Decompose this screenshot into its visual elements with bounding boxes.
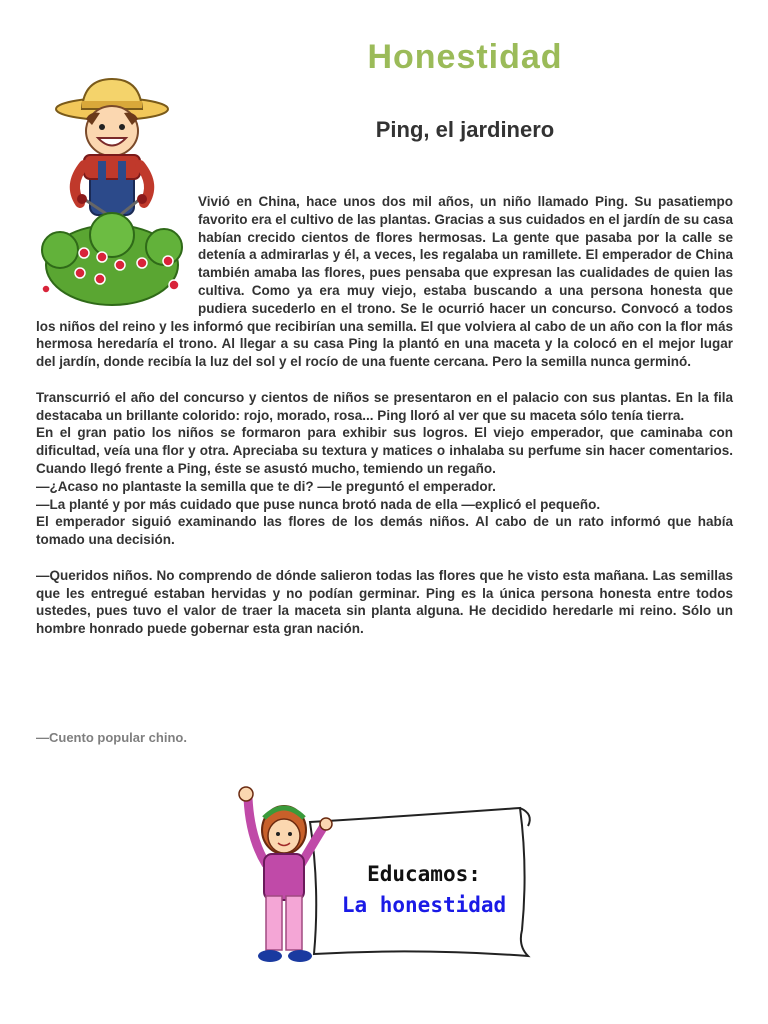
story-body	[36, 193, 733, 656]
story-paragraph-2: Transcurrió el año del concurso y cientos de niños se presentaron en el palacio con sus plantas. En la fila destacaba un brillante colorido: rojo, morado, rosa... Ping lloró al ver que su maceta sólo tenía tierra. En el gran patio los niños se formaron para exhibir sus logros. El viejo emperador, que caminaba con dificultad, veía una flor y otra. Apreciaba su textura y matices o inhalaba su perfume sin hacer comentarios. Cuando llegó frente a Ping, éste se asustó mucho, temiendo un regaño. —¿Acaso no plantaste la semilla que te di? —le preguntó el emperador. —La planté y por más cuidado que puse nunca brotó nada de ella —explicó el pequeño. El emperador siguió examinando las flores de los demás niños. Al cabo de un rato informó que había tomado una decisión.	[36, 389, 733, 548]
story-paragraph-1: Vivió en China, hace unos dos mil años, un niño llamado Ping. Su pasatiempo favorito era el cultivo de las plantas. Gracias a sus cuidados en el jardín de su casa habían crecido cientos de flores hermosas. La gente que pasaba por la calle se detenía a admirarlas y él, a veces, les regalaba un ramillete. El emperador de China también amaba las flores, pues pensaba que expresan las cualidades de quien las cultiva. Como ya era muy viejo, estaba buscando a una persona honesta que pudiera sucederlo en el trono. Se le ocurrió hacer un concurso. Convocó a todos los niños del reino y les informó que recibirían una semilla. El que volviera al cabo de un año con la flor más hermosa heredaría el trono. Al llegar a su casa Ping la plantó en una maceta y la colocó en el mejor lugar del jardín, donde recibía la luz del sol y el rocío de una fuente cercana. Pero la semilla nunca germinó.	[36, 194, 733, 370]
story-paragraph-3: —Queridos niños. No comprendo de dónde salieron todas las flores que he visto esta mañana. Las semillas que les entregué estaban hervidas y no podían germinar. Ping es la única persona honesta entre todos ustedes, pues tuvo el valor de traer la maceta sin planta alguna. He decidido heredarle mi reino. Sólo un hombre honrado puede gobernar esta gran nación.	[36, 567, 733, 637]
story-source: —Cuento popular chino.	[36, 730, 187, 745]
story-title: Ping, el jardinero	[375, 117, 555, 142]
banner-line-2: La honestidad	[341, 893, 507, 917]
document-title: Honestidad	[367, 38, 563, 76]
banner-line-1: Educamos:	[367, 862, 481, 886]
